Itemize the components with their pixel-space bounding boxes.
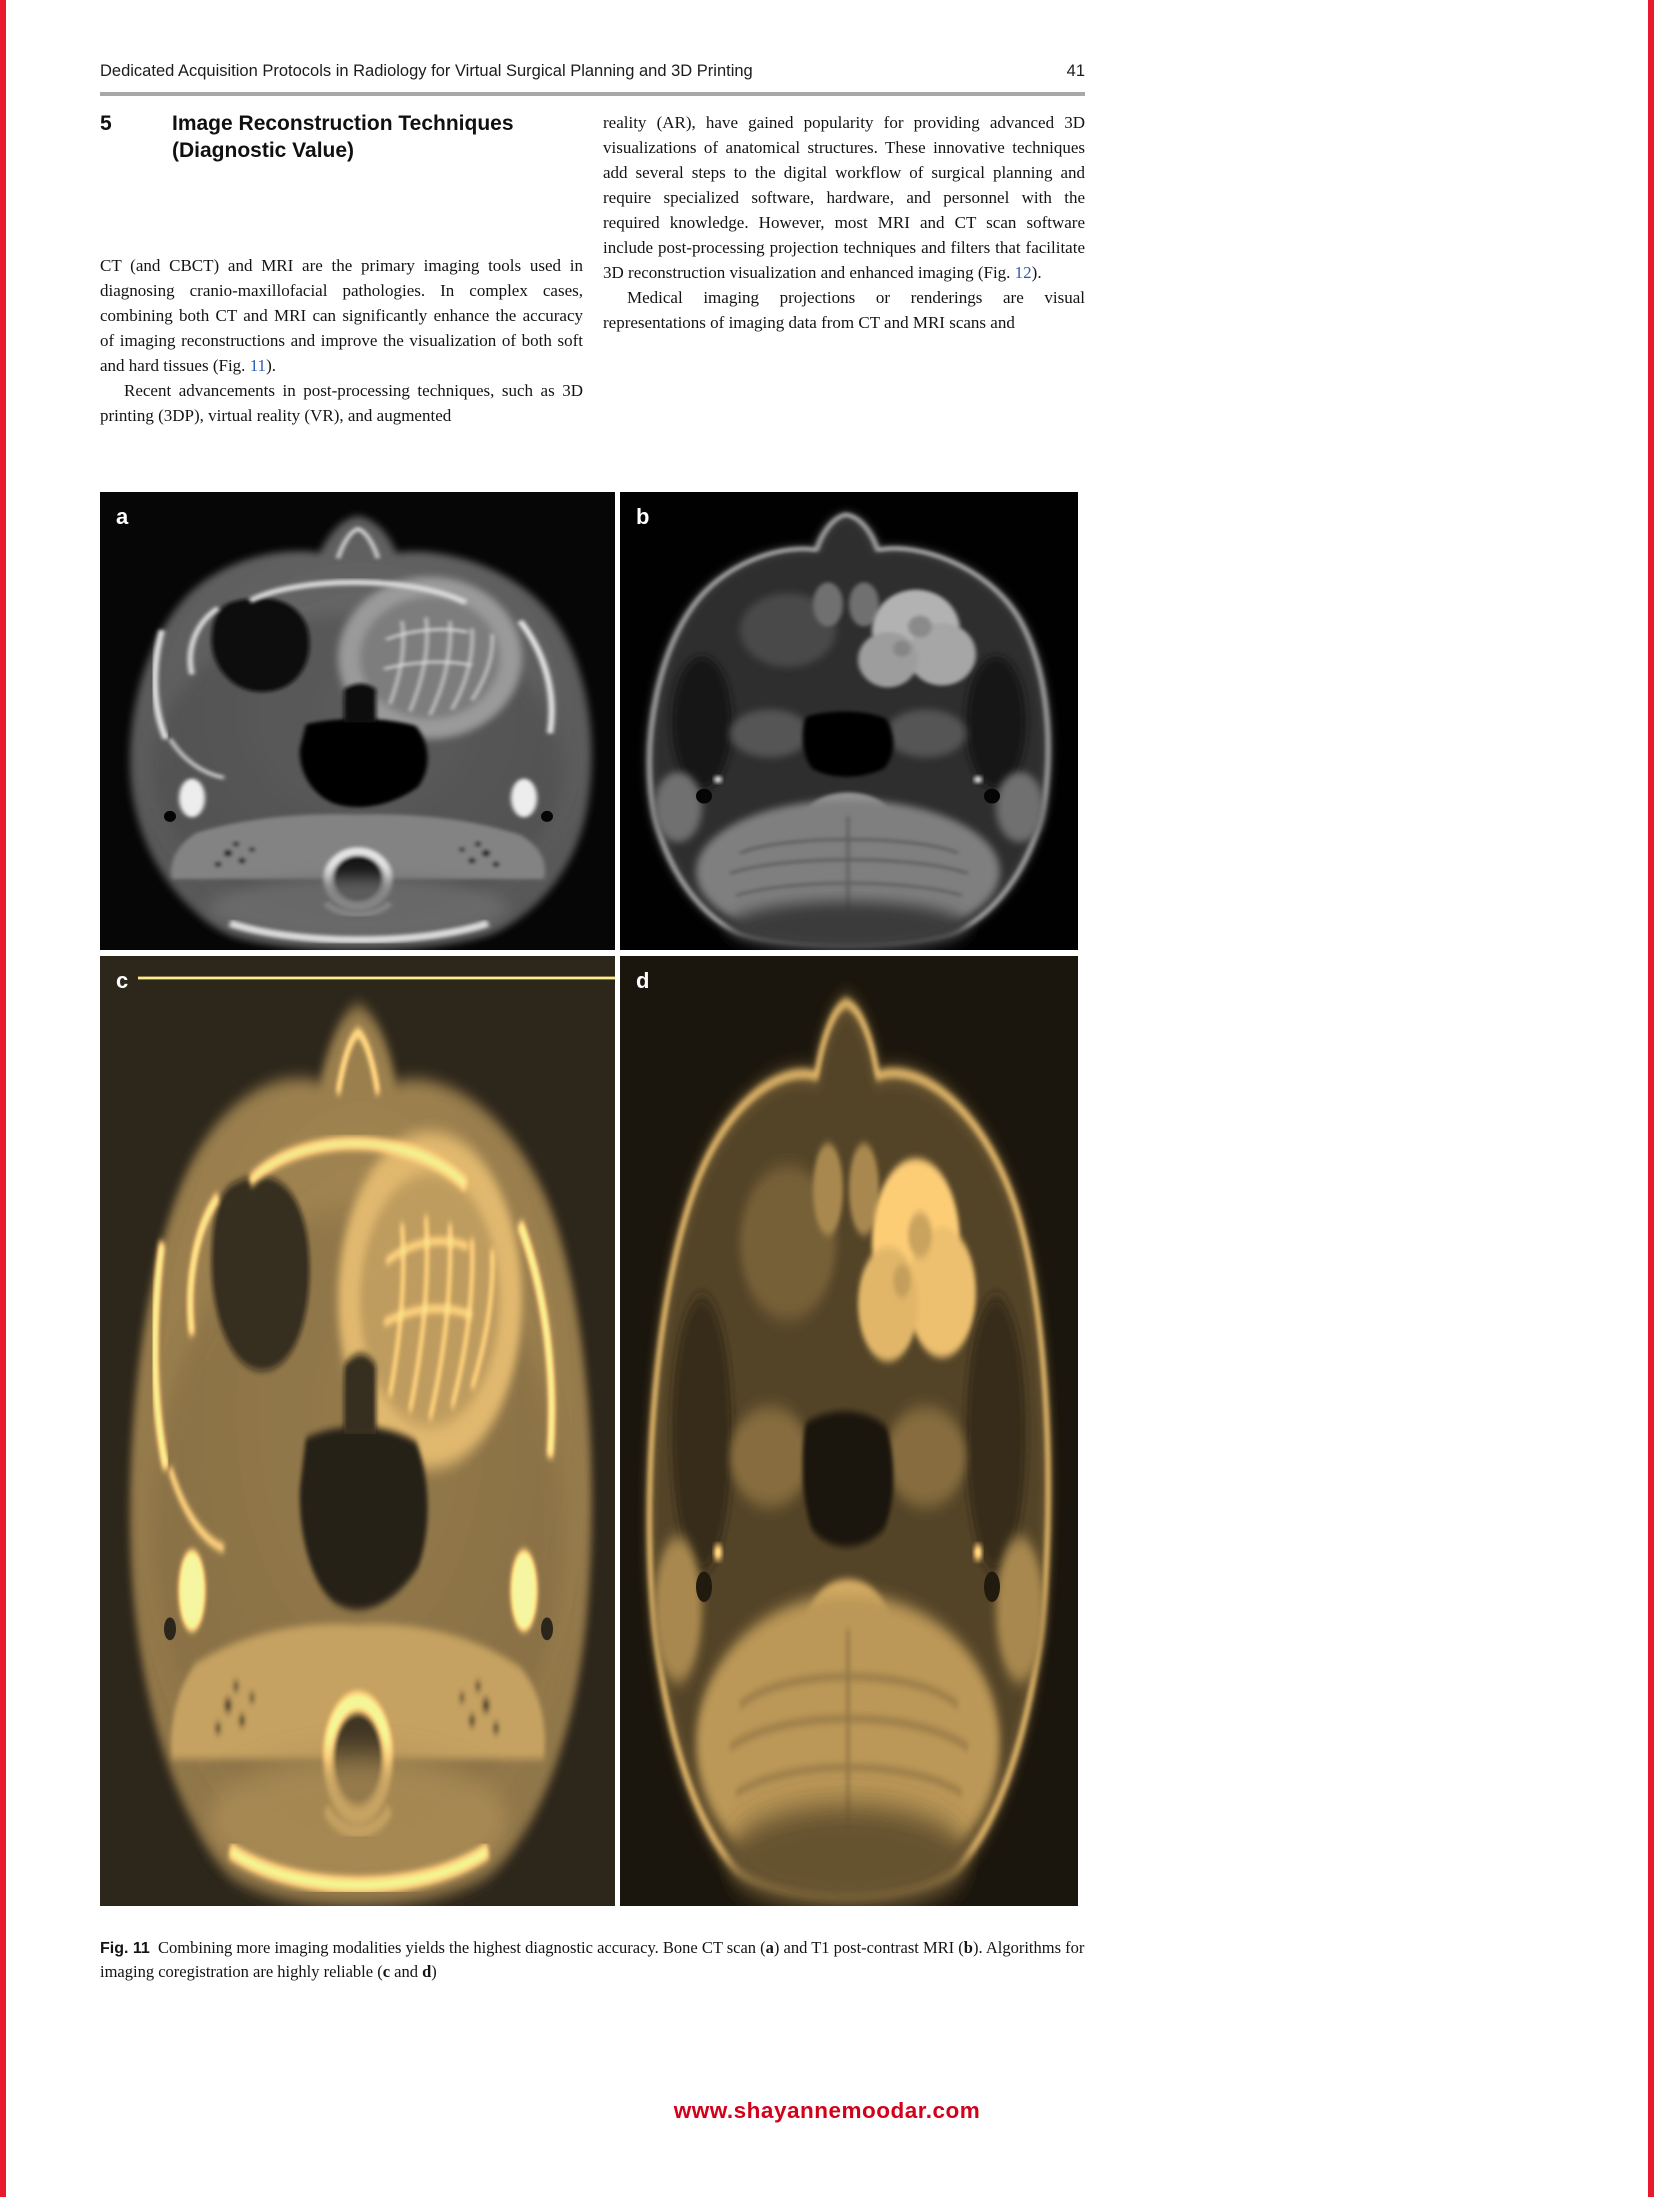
caption-text: Combining more imaging modalities yields the highest diagnostic accuracy. Bone CT scan (	[158, 1938, 766, 1957]
figure-caption	[100, 1936, 1085, 1983]
figure-panel-a	[100, 492, 615, 950]
panel-label-c: c	[116, 968, 129, 993]
header-rule	[100, 92, 1085, 96]
caption-text: and	[390, 1962, 423, 1981]
body-text: ).	[1031, 263, 1042, 282]
footer-website-url[interactable]: www.shayannemoodar.com	[673, 2098, 981, 2123]
mri-scan-image	[620, 492, 1078, 950]
caption-bold-b: b	[963, 1938, 973, 1957]
figure-panel-b	[620, 492, 1078, 950]
figure-panel-c	[100, 956, 615, 1906]
section-title	[172, 110, 514, 164]
caption-text: )	[431, 1962, 437, 1981]
figure-11	[100, 492, 1078, 1906]
section-heading	[100, 110, 600, 164]
right-column	[603, 110, 1085, 335]
caption-text: ). Algorithms for imaging coregistration are highly reliable (	[100, 1938, 1085, 1981]
bone-ct-scan-image	[100, 492, 615, 950]
body-text: ).	[266, 356, 276, 375]
page-number: 41	[1066, 62, 1085, 80]
left-column	[100, 253, 583, 428]
fig-12-link[interactable]: 12	[1014, 263, 1032, 282]
paragraph	[100, 253, 583, 378]
fused-ct-mri-image	[100, 956, 615, 1906]
caption-bold-c: c	[382, 1962, 391, 1981]
paragraph: Medical imaging projections or renderings are visual representations of imaging data from CT and MRI scans and	[603, 288, 1085, 332]
body-text: CT (and CBCT) and MRI are the primary imaging tools used in diagnosing cranio-maxillofacial pathologies. In complex cases, combining both CT and MRI can significantly enhance the accuracy of imaging reconstructions and improve the visualization of both soft and hard tissues (Fig.	[100, 256, 583, 375]
section-title-line2: (Diagnostic Value)	[172, 139, 355, 162]
running-head-title: Dedicated Acquisition Protocols in Radiology for Virtual Surgical Planning and 3D Printing	[100, 62, 753, 80]
page-footer	[0, 2098, 1654, 2124]
panel-label-a: a	[116, 504, 129, 529]
figure-panel-d	[620, 956, 1078, 1906]
running-head	[100, 62, 1085, 81]
panel-label-d: d	[636, 968, 650, 993]
fused-ct-mri-image	[620, 956, 1078, 1906]
panel-label-b: b	[636, 504, 650, 529]
fig-11-link[interactable]: 11	[249, 356, 267, 375]
caption-bold-a: a	[765, 1938, 774, 1957]
section-number: 5	[100, 112, 112, 135]
left-red-edge-bar	[0, 0, 6, 2197]
paragraph: Recent advancements in post-processing techniques, such as 3D printing (3DP), virtual reality (VR), and augmented	[100, 381, 583, 425]
figure-caption-label: Fig. 11	[100, 1940, 150, 1957]
paragraph	[603, 110, 1085, 285]
right-red-edge-bar	[1648, 0, 1654, 2197]
caption-text: ) and T1 post-contrast MRI (	[773, 1938, 964, 1957]
body-text: reality (AR), have gained popularity for providing advanced 3D visualizations of anatomical structures. These innovative techniques add several steps to the digital workflow of surgical planning and require specialized software, hardware, and personnel with the required knowledge. However, most MRI and CT scan software include post-processing projection techniques and filters that facilitate 3D reconstruction visualization and enhanced imaging (Fig.	[603, 113, 1085, 282]
section-title-line1: Image Reconstruction Techniques	[172, 112, 514, 135]
caption-bold-d: d	[422, 1962, 432, 1981]
